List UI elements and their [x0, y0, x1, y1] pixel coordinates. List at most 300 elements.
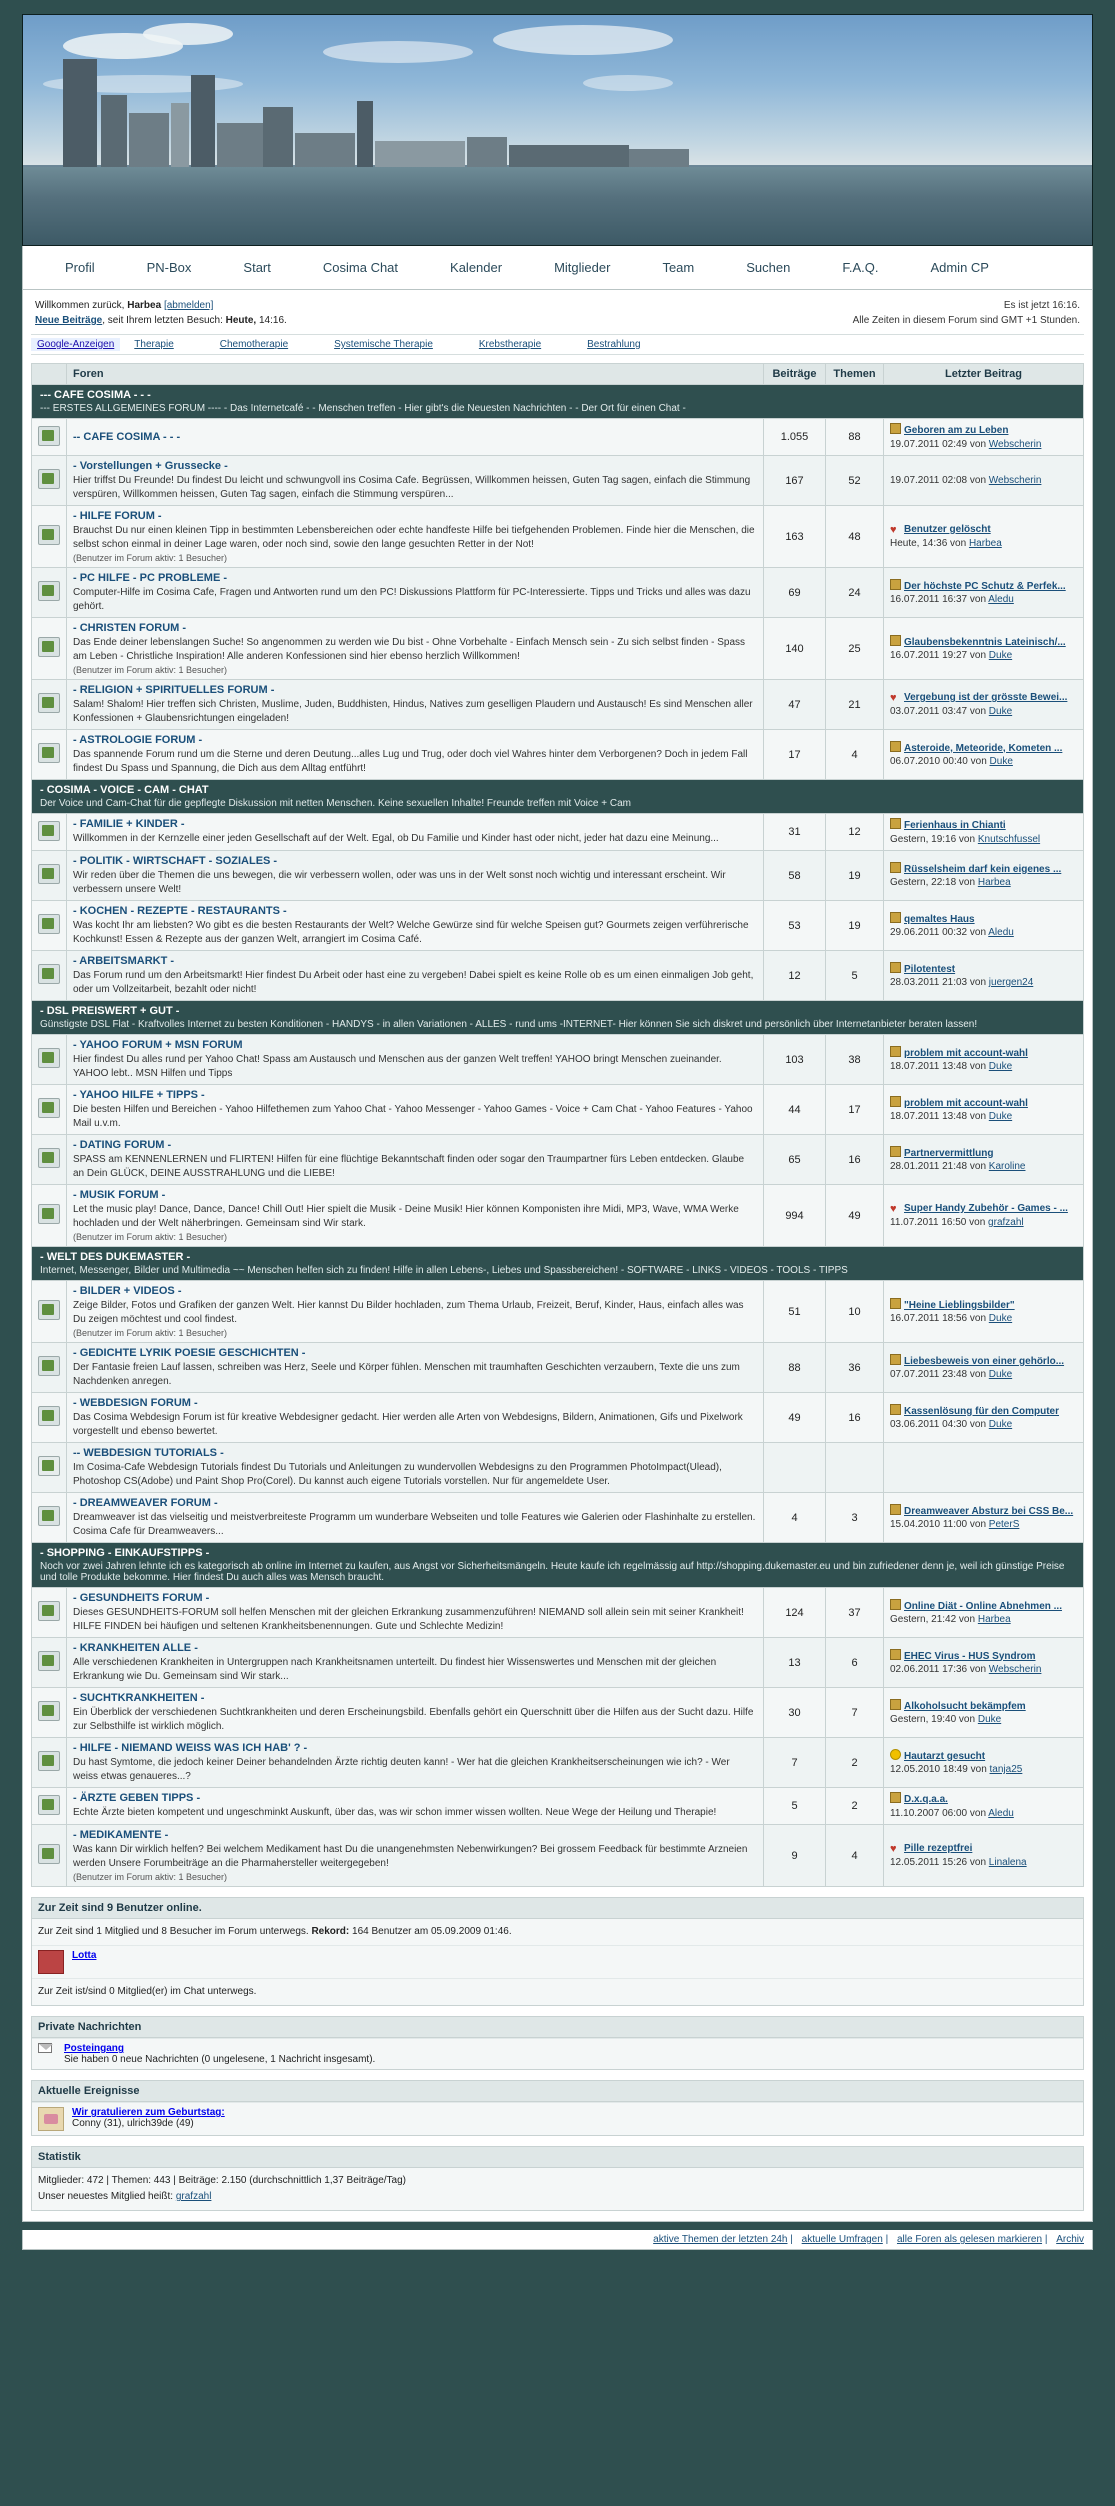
forum-title-link[interactable]: - HILFE FORUM - [73, 510, 162, 522]
forum-row[interactable] [32, 1588, 1084, 1638]
forum-last-post-cell [884, 814, 1084, 851]
skyline-tower [63, 59, 97, 167]
book-icon [890, 1599, 901, 1610]
last-post-author-link[interactable]: grafzahl [988, 1216, 1024, 1228]
footer-link-polls[interactable]: aktuelle Umfragen [801, 2234, 883, 2245]
main-content [22, 290, 1093, 2222]
last-post-date: 19.07.2011 02:08 von [890, 474, 989, 486]
forum-row[interactable] [32, 1638, 1084, 1688]
footer-link-mark-read[interactable]: alle Foren als gelesen markieren [896, 2234, 1043, 2245]
forum-description: SPASS am KENNENLERNEN und FLIRTEN! Hilfen für eine flüchtige Bekanntschaft finden oder sogar den Traumpartner fürs Leben entdecken. Glaube an Dein GLÜCK, DEINE AUSSTRAHLUNG und die LIEBE! [73, 1154, 745, 1179]
last-post-title-link[interactable]: Dreamweaver Absturz bei CSS Be... [904, 1505, 1074, 1517]
forum-description: Was kann Dir wirklich helfen? Bei welchem Medikament hast Du die unangenehmsten Nebenwirkungen? Bei grossem Feedback für bestimmte Arzneien werden Unsere Forumbeiträge an die Pharmahersteller weitergegeben! [73, 1844, 748, 1869]
forum-status-icon-cell [32, 419, 67, 456]
last-post-title-link[interactable]: Alkoholsucht bekämpfem [904, 1700, 1026, 1712]
last-post-title-link[interactable]: Ferienhaus in Chianti [904, 820, 1006, 831]
last-post-author-link[interactable]: Webscherin [988, 438, 1042, 450]
forum-status-icon-cell [32, 568, 67, 618]
forum-post-count: 163 [764, 506, 826, 568]
last-post-title-link[interactable]: EHEC Virus - HUS Syndrom [904, 1650, 1036, 1662]
book-icon [890, 1504, 901, 1515]
forum-row[interactable] [32, 1281, 1084, 1343]
nav-item-cosima-chat[interactable]: Cosima Chat [322, 260, 399, 275]
last-post-date: Gestern, 19:16 von [890, 833, 978, 845]
forum-category-title[interactable]: - WELT DES DUKEMASTER - [40, 1251, 191, 1263]
forum-category-description: Günstigste DSL Flat - Kraftvolles Internet zu besten Konditionen - HANDYS - in allen Variationen - ALLES - rund ums -INTERNET- Hier können Sie sich diskret und persönlich über Internetanbieter beraten lassen! [40, 1019, 978, 1030]
skyline-building [129, 113, 169, 167]
forum-post-count: 30 [764, 1688, 826, 1738]
ad-link-krebstherapie[interactable]: Krebstherapie [478, 339, 542, 350]
forum-thread-count: 2 [826, 1788, 884, 1825]
forum-folder-icon [38, 426, 60, 446]
forum-thread-count: 19 [826, 901, 884, 951]
last-post-title-link[interactable]: Pille rezeptfrei [904, 1843, 973, 1854]
last-post-date: Gestern, 22:18 von [890, 877, 978, 888]
forum-status-icon-cell [32, 456, 67, 506]
forum-status-icon-cell [32, 1443, 67, 1493]
forum-last-post-cell [884, 568, 1084, 618]
forum-title-link[interactable]: - ARBEITSMARKT - [73, 955, 175, 967]
forum-status-icon-cell [32, 1738, 67, 1788]
last-post-date: Gestern, 21:42 von [890, 1614, 978, 1625]
forum-post-count: 140 [764, 618, 826, 680]
forum-description: Salam! Shalom! Hier treffen sich Christen, Muslime, Juden, Buddhisten, Hindus, Natives zum geselligen Plaudern und Austausch! Es sind Menschen aller Konfessionen + Glaubensrichtungen eingeladen! [73, 699, 753, 724]
last-post-date: Heute, 14:36 von [890, 537, 969, 549]
forum-title-link[interactable]: - YAHOO FORUM + MSN FORUM [73, 1039, 243, 1051]
forum-status-icon-cell [32, 730, 67, 780]
last-post-title-link[interactable]: Geboren am zu Leben [904, 425, 1009, 436]
forum-status-icon-cell [32, 1638, 67, 1688]
forum-thread-count: 4 [826, 730, 884, 780]
header-banner-image [22, 14, 1093, 246]
forum-category-description: Internet, Messenger, Bilder und Multimedia ~~ Menschen helfen sich zu finden! Hilfe in allen Lebens-, Liebes und Spassbereichen! - SOFTWARE - LINKS - VIDEOS - TOOLS - TIPPS [40, 1265, 848, 1276]
skyline-building [263, 107, 293, 167]
nav-item-faq[interactable]: F.A.Q. [842, 260, 879, 275]
forum-title-link[interactable]: - KRANKHEITEN ALLE - [73, 1642, 198, 1654]
forum-row[interactable] [32, 901, 1084, 951]
forum-row[interactable] [32, 1085, 1084, 1135]
forum-row[interactable] [32, 419, 1084, 456]
last-post-author-link[interactable]: Duke [988, 1313, 1013, 1324]
forum-description: Das spannende Forum rund um die Sterne und deren Deutung...alles Lug und Trug, oder doch viel Wahres hinter dem Verborgenen? Doch in jedem Fall findest Du Spass und Spannung, die Dich aus dem Alltag entführt! [73, 749, 748, 774]
book-icon [890, 635, 901, 646]
last-post-author-link[interactable]: tanja25 [989, 1764, 1023, 1775]
forum-info-cell [67, 1688, 764, 1738]
forum-category-title[interactable]: --- CAFE COSIMA - - - [40, 389, 151, 401]
last-post-title-link[interactable]: problem mit account-wahl [904, 1047, 1028, 1059]
nav-item-profil[interactable]: Profil [65, 260, 95, 275]
forum-folder-icon [38, 469, 60, 489]
forum-title-link[interactable]: - GEDICHTE LYRIK POESIE GESCHICHTEN - [73, 1347, 306, 1359]
last-post-title-link[interactable]: Online Diät - Online Abnehmen ... [904, 1600, 1062, 1612]
last-post-title-link[interactable]: Liebesbeweis von einer gehörlo... [904, 1355, 1065, 1367]
forum-row[interactable] [32, 814, 1084, 851]
forum-info-cell [67, 1638, 764, 1688]
last-post-author-link[interactable]: Harbea [977, 877, 1011, 888]
forum-title-link[interactable]: - MEDIKAMENTE - [73, 1829, 169, 1841]
forum-folder-icon [38, 1651, 60, 1671]
forum-row[interactable] [32, 680, 1084, 730]
cloud-shape [493, 25, 673, 55]
book-icon [890, 962, 901, 973]
forum-active-users: (Benutzer im Forum aktiv: 1 Besucher) [73, 1232, 228, 1242]
last-post-title-link[interactable]: Benutzer gelöscht [904, 524, 991, 535]
forum-description: Computer-Hilfe im Cosima Cafe, Fragen und Antworten rund um den PC! Diskussions Plattform für PC-Interessierte. Tipps und Tricks und alles was dazu gehört. [73, 587, 751, 612]
forum-row[interactable] [32, 618, 1084, 680]
last-post-date: 18.07.2011 13:48 von [890, 1061, 989, 1072]
last-post-author-link[interactable]: Duke [988, 1111, 1013, 1122]
header-last-post: Letzter Beitrag [884, 364, 1084, 385]
forum-last-post-cell [884, 419, 1084, 456]
forum-row[interactable] [32, 951, 1084, 1001]
last-post-title-link[interactable]: Partnervermittlung [904, 1147, 994, 1159]
forum-title-link[interactable]: - PC HILFE - PC PROBLEME - [73, 572, 227, 584]
last-post-title-link[interactable]: qemaltes Haus [904, 913, 975, 925]
forum-folder-icon [38, 1456, 60, 1476]
online-member-link[interactable]: Lotta [72, 1950, 97, 1961]
forum-description: Echte Ärzte bieten kompetent und ungeschminkt Auskunft, über das, was wir schon immer wissen wollten. Neue Wege der Heilung und Therapie! [73, 1807, 717, 1819]
forum-row[interactable] [32, 730, 1084, 780]
footer-link-active-topics[interactable]: aktive Themen der letzten 24h [653, 2234, 788, 2245]
skyline-building [467, 137, 507, 167]
forum-description: Das Cosima Webdesign Forum ist für kreative Webdesigner gedacht. Hier werden alle Arten von Webdesigns, Bildern, Animationen, Gifs und Pixelwork vorgestellt und ebenso bewertet. [73, 1412, 743, 1437]
forum-info-cell [67, 618, 764, 680]
forum-post-count: 51 [764, 1281, 826, 1343]
nav-item-suchen[interactable]: Suchen [746, 260, 791, 275]
header-forum: Foren [67, 364, 764, 385]
last-post-date: 12.05.2010 18:49 von [890, 1764, 990, 1775]
book-icon [890, 1649, 901, 1660]
forum-status-icon-cell [32, 1085, 67, 1135]
book-icon [890, 1699, 901, 1710]
forum-post-count: 994 [764, 1185, 826, 1247]
forum-row[interactable] [32, 568, 1084, 618]
pm-summary: Sie haben 0 neue Nachrichten (0 ungelesene, 1 Nachricht insgesamt). [64, 2054, 376, 2065]
last-post-author-link[interactable]: Duke [988, 1369, 1013, 1380]
skyline-building [217, 123, 263, 167]
stats-newest-label: Unser neuestes Mitglied heißt: [38, 2191, 176, 2202]
forum-category-description: --- ERSTES ALLGEMEINES FORUM ---- - Das Internetcafé - - Menschen treffen - Hier gibt's die Neuesten Nachrichten - - Der Ort für einen Chat - [40, 403, 686, 414]
forum-status-icon-cell [32, 1588, 67, 1638]
forum-description: Im Cosima-Cafe Webdesign Tutorials findest Du Tutorials und Anleitungen zu wundervollen Webdesigns zu den Programmen PhotoImpact(Ulead), Photoshop CS(Adobe) und Paint Shop Pro(Corel). Du kannst auch eigene Tutorials vorstellen. Nur für angemeldete User. [73, 1462, 722, 1487]
forum-row[interactable] [32, 1393, 1084, 1443]
last-post-date: Gestern, 19:40 von [890, 1714, 978, 1725]
heart-icon: ♥ [890, 524, 897, 536]
forum-info-cell [67, 419, 764, 456]
nav-item-kalender[interactable]: Kalender [450, 260, 503, 275]
forum-status-icon-cell [32, 1688, 67, 1738]
forum-description: Du hast Symtome, die jedoch keiner Deiner behandelnden Ärzte richtig deuten kann! - Wer hat die gleichen Krankheitserscheinungen wie ich? - Wer weiss etwas genaueres...? [73, 1757, 730, 1782]
forum-last-post-cell [884, 1281, 1084, 1343]
ad-link-bestrahlung[interactable]: Bestrahlung [587, 339, 641, 350]
forum-description: Hier triffst Du Freunde! Du findest Du leicht und schwungvoll ins Cosima Cafe. Begrüssen, Willkommen heissen, Guten Tag sagen, einfach die Stimmung verspüren, Willkommen heissen, Guten Tag sagen, einfach die Stimmung verspüren... [73, 475, 751, 500]
forum-row[interactable] [32, 1688, 1084, 1738]
forum-thread-count: 24 [826, 568, 884, 618]
forum-info-cell [67, 1443, 764, 1493]
forum-title-link[interactable]: - ASTROLOGIE FORUM - [73, 734, 203, 746]
last-post-title-link[interactable]: Der höchste PC Schutz & Perfek... [904, 580, 1066, 592]
last-post-date: 28.03.2011 21:03 von [890, 977, 989, 988]
forum-row[interactable] [32, 506, 1084, 568]
nav-item-team[interactable]: Team [662, 260, 695, 275]
forum-folder-icon [38, 1751, 60, 1771]
forum-last-post-cell [884, 1393, 1084, 1443]
last-post-author-link[interactable]: Duke [988, 1419, 1013, 1430]
forum-info-cell [67, 1035, 764, 1085]
forum-post-count: 12 [764, 951, 826, 1001]
forum-last-post-cell [884, 1443, 1084, 1493]
forum-row[interactable] [32, 1343, 1084, 1393]
forum-info-cell [67, 680, 764, 730]
last-post-title-link[interactable]: Glaubensbekenntnis Lateinisch/... [904, 636, 1066, 648]
last-post-date: 16.07.2011 19:27 von [890, 650, 989, 661]
forum-status-icon-cell [32, 1788, 67, 1825]
forum-description: Der Fantasie freien Lauf lassen, schreiben was Herz, Seele und Körper fühlen. Menschen mit traumhaften Geschichten verzaubern, Texte die uns zum Nachdenken anregen. [73, 1362, 740, 1387]
forum-info-cell [67, 568, 764, 618]
forum-title-link[interactable]: - Vorstellungen + Grussecke - [73, 460, 228, 472]
forum-table [31, 363, 1084, 1887]
ad-link-systemische-therapie[interactable]: Systemische Therapie [334, 339, 433, 350]
forum-thread-count: 4 [826, 1825, 884, 1887]
forum-active-users: (Benutzer im Forum aktiv: 1 Besucher) [73, 553, 228, 563]
forum-status-icon-cell [32, 1825, 67, 1887]
panel-stats-body [32, 2168, 1083, 2210]
forum-description: Dieses GESUNDHEITS-FORUM soll helfen Menschen mit der gleichen Erkrankung zusammenzuführen! NIEMAND soll allein sein mit seiner Krankheit! HILFE FINDEN bei häufigen und seltenen Krankheitsbenennungen. Gute und Schlechte Medizin! [73, 1607, 744, 1632]
last-post-author-link[interactable]: Duke [988, 650, 1013, 661]
forum-category-title[interactable]: - SHOPPING - EINKAUFSTIPPS - [40, 1547, 210, 1559]
last-post-author-link[interactable]: Harbea [977, 1614, 1011, 1625]
forum-row[interactable] [32, 456, 1084, 506]
forum-title-link[interactable]: - DATING FORUM - [73, 1139, 172, 1151]
book-icon [890, 1354, 901, 1365]
forum-info-cell [67, 951, 764, 1001]
forum-category-row [32, 385, 1084, 419]
nav-item-start[interactable]: Start [243, 260, 271, 275]
last-post-author-link[interactable]: Duke [977, 1714, 1002, 1725]
forum-folder-icon [38, 1795, 60, 1815]
last-post-author-link[interactable]: Knutschfussel [977, 833, 1041, 845]
forum-row[interactable] [32, 851, 1084, 901]
welcome-bar [31, 296, 1084, 330]
forum-title-link[interactable]: - MUSIK FORUM - [73, 1189, 166, 1201]
forum-title-link[interactable]: - WEBDESIGN FORUM - [73, 1397, 198, 1409]
forum-thread-count: 10 [826, 1281, 884, 1343]
forum-description: Das Forum rund um den Arbeitsmarkt! Hier findest Du Arbeit oder hast eine zu vergeben! Dabei spielt es keine Rolle ob es um einen einmaligen Job geht, oder um Vollzeitarbeit, bezahlt oder nicht! [73, 970, 754, 995]
forum-folder-icon [38, 914, 60, 934]
last-post-title-link[interactable]: problem mit account-wahl [904, 1097, 1028, 1109]
forum-active-users: (Benutzer im Forum aktiv: 1 Besucher) [73, 1872, 228, 1882]
forum-row[interactable] [32, 1135, 1084, 1185]
forum-title-link[interactable]: -- WEBDESIGN TUTORIALS - [73, 1447, 224, 1459]
banner-wrapper [0, 0, 1115, 246]
last-visit-day: Heute, [225, 315, 259, 326]
last-post-title-link[interactable]: Asteroide, Meteoride, Kometen ... [904, 742, 1063, 754]
forum-status-icon-cell [32, 951, 67, 1001]
forum-folder-icon [38, 864, 60, 884]
welcome-greeting: Willkommen zurück, [35, 300, 128, 311]
cloud-shape [583, 75, 673, 91]
forum-folder-icon [38, 693, 60, 713]
forum-title-link[interactable]: - BILDER + VIDEOS - [73, 1285, 182, 1297]
forum-last-post-cell [884, 1638, 1084, 1688]
last-post-title-link[interactable]: Hautarzt gesucht [904, 1750, 986, 1762]
ad-link-chemotherapie[interactable]: Chemotherapie [219, 339, 289, 350]
forum-category-title[interactable]: - DSL PREISWERT + GUT - [40, 1005, 180, 1017]
birthday-title[interactable]: Wir gratulieren zum Geburtstag: [72, 2107, 225, 2118]
skyline-building [509, 145, 629, 167]
pm-inbox-link[interactable]: Posteingang [64, 2043, 125, 2054]
forum-status-icon-cell [32, 814, 67, 851]
forum-post-count: 47 [764, 680, 826, 730]
forum-row[interactable] [32, 1443, 1084, 1493]
forum-info-cell [67, 1085, 764, 1135]
forum-folder-icon [38, 1406, 60, 1426]
forum-description: Ein Überblick der verschiedenen Suchtkrankheiten und deren Erscheinungsbild. Ebenfalls gehört ein Querschnitt über die Hilfen aus der Sucht dazu. Hilfe zur Selbsthilfe ist wirklich möglich. [73, 1707, 754, 1732]
last-post-date: 19.07.2011 02:49 von [890, 438, 989, 450]
last-post-author-link[interactable]: Webscherin [988, 1664, 1042, 1675]
forum-title-link[interactable]: - GESUNDHEITS FORUM - [73, 1592, 210, 1604]
stats-newest-member[interactable]: grafzahl [175, 2191, 212, 2202]
panel-users-online [31, 1897, 1084, 2006]
last-post-author-link[interactable]: Webscherin [988, 474, 1042, 486]
last-post-title-link[interactable]: Rüsselsheim darf kein eigenes ... [904, 863, 1062, 875]
header-threads: Themen [826, 364, 884, 385]
forum-row[interactable] [32, 1493, 1084, 1543]
forum-folder-icon [38, 964, 60, 984]
forum-last-post-cell [884, 1688, 1084, 1738]
forum-row[interactable] [32, 1825, 1084, 1887]
forum-post-count: 49 [764, 1393, 826, 1443]
forum-last-post-cell [884, 1135, 1084, 1185]
forum-category-row [32, 1001, 1084, 1035]
forum-post-count: 69 [764, 568, 826, 618]
google-ads-label[interactable]: Google-Anzeigen [31, 338, 120, 351]
forum-folder-icon [38, 637, 60, 657]
forum-last-post-cell [884, 1343, 1084, 1393]
skyline-building [101, 95, 127, 167]
forum-row[interactable] [32, 1185, 1084, 1247]
forum-folder-icon [38, 1098, 60, 1118]
last-post-title-link[interactable]: D.x.q.a.a. [904, 1794, 948, 1805]
forum-title-link[interactable]: - CHRISTEN FORUM - [73, 622, 187, 634]
last-post-author-link[interactable]: Aledu [988, 1807, 1014, 1819]
book-icon [890, 818, 901, 829]
forum-post-count: 7 [764, 1738, 826, 1788]
forum-row[interactable] [32, 1788, 1084, 1825]
last-post-date: 03.07.2011 03:47 von [890, 705, 989, 717]
forum-description: Wir reden über die Themen die uns bewegen, die wir verbessern wollen, oder was uns in der Welt sonst noch wichtig und interessant erscheint. Wir verbessern unsere Welt! [73, 870, 726, 895]
last-post-author-link[interactable]: Duke [988, 705, 1013, 717]
record-value: 164 Benutzer am 05.09.2009 01:46. [349, 1926, 512, 1937]
forum-folder-icon [38, 525, 60, 545]
header-icon-cell [32, 364, 67, 385]
forum-status-icon-cell [32, 1035, 67, 1085]
forum-post-count [764, 1443, 826, 1493]
last-post-title-link[interactable]: Super Handy Zubehör - Games - ... [904, 1203, 1068, 1214]
forum-last-post-cell [884, 1035, 1084, 1085]
last-post-author-link[interactable]: juergen24 [988, 977, 1034, 988]
last-post-author-link[interactable]: Harbea [968, 537, 1002, 549]
forum-title-link[interactable]: - ÄRZTE GEBEN TIPPS - [73, 1792, 201, 1805]
forum-category-title[interactable]: - COSIMA - VOICE - CAM - CHAT [40, 784, 209, 796]
forum-row[interactable] [32, 1035, 1084, 1085]
forum-post-count: 88 [764, 1343, 826, 1393]
forum-active-users: (Benutzer im Forum aktiv: 1 Besucher) [73, 665, 228, 675]
last-post-author-link[interactable]: Aledu [988, 927, 1014, 938]
new-posts-link[interactable]: Neue Beiträge [35, 315, 103, 326]
online-member-row [32, 1945, 1083, 1978]
forum-title-link[interactable]: -- CAFE COSIMA - - - [73, 431, 181, 443]
nav-item-admin-cp[interactable]: Admin CP [930, 260, 989, 275]
last-post-author-link[interactable]: Linalena [988, 1856, 1027, 1868]
last-post-date: 29.06.2011 00:32 von [890, 927, 989, 938]
forum-title-link[interactable]: - DREAMWEAVER FORUM - [73, 1497, 218, 1509]
forum-thread-count: 88 [826, 419, 884, 456]
forum-description: Was kocht Ihr am liebsten? Wo gibt es die besten Restaurants der Welt? Welche Gewürze sind für welche Speisen gut? Gourmets zeigen verführerische Kochkunst! Essen & Rezepte aus der ganzen Welt, arrangiert im Cosima Café. [73, 920, 749, 945]
forum-table-header [32, 364, 1084, 385]
last-post-date: 16.07.2011 16:37 von [890, 594, 989, 605]
book-icon [890, 1298, 901, 1309]
nav-item-mitglieder[interactable]: Mitglieder [554, 260, 611, 275]
forum-title-link[interactable]: - FAMILIE + KINDER - [73, 818, 185, 831]
forum-folder-icon [38, 1148, 60, 1168]
forum-thread-count: 48 [826, 506, 884, 568]
forum-last-post-cell [884, 730, 1084, 780]
forum-post-count: 31 [764, 814, 826, 851]
last-post-title-link[interactable]: "Heine Lieblingsbilder" [904, 1299, 1015, 1311]
forum-status-icon-cell [32, 506, 67, 568]
last-post-date: 11.07.2011 16:50 von [890, 1216, 989, 1228]
forum-title-link[interactable]: - RELIGION + SPIRITUELLES FORUM - [73, 684, 275, 696]
skyline-building [375, 141, 465, 167]
forum-description: Willkommen in der Kernzelle einer jeden Gesellschaft auf der Welt. Egal, ob Du Familie und Kinder hast oder nicht, jeder hat dazu eine Meinung... [73, 833, 719, 845]
last-post-title-link[interactable]: Kassenlösung für den Computer [904, 1405, 1060, 1417]
nav-wrapper [0, 246, 1115, 290]
last-post-date: 28.01.2011 21:48 von [890, 1161, 989, 1172]
last-post-title-link[interactable]: Vergebung ist der grösste Bewei... [904, 692, 1068, 703]
forum-thread-count: 17 [826, 1085, 884, 1135]
last-post-author-link[interactable]: PeterS [988, 1519, 1020, 1530]
forum-title-link[interactable]: - POLITIK - WIRTSCHAFT - SOZIALES - [73, 855, 278, 867]
forum-post-count: 4 [764, 1493, 826, 1543]
forum-title-link[interactable]: - YAHOO HILFE + TIPPS - [73, 1089, 205, 1101]
forum-category-row [32, 780, 1084, 814]
logout-link[interactable]: [abmelden] [163, 300, 214, 311]
nav-item-pn-box[interactable]: PN-Box [146, 260, 192, 275]
last-post-author-link[interactable]: Duke [989, 756, 1013, 767]
river-water [23, 167, 1092, 245]
last-post-author-link[interactable]: Duke [988, 1061, 1013, 1072]
last-post-author-link[interactable]: Karoline [988, 1161, 1026, 1172]
forum-folder-icon [38, 1601, 60, 1621]
last-visit-text: , seit Ihrem letzten Besuch: [102, 315, 226, 326]
main-wrapper [0, 290, 1115, 2222]
forum-title-link[interactable]: - SUCHTKRANKHEITEN - [73, 1692, 205, 1704]
ad-link-therapie[interactable]: Therapie [134, 339, 174, 350]
footer-link-archive[interactable]: Archiv [1056, 2234, 1084, 2245]
forum-info-cell [67, 1185, 764, 1247]
forum-folder-icon [38, 1844, 60, 1864]
forum-thread-count: 21 [826, 680, 884, 730]
last-post-title-link[interactable]: Pilotentest [904, 963, 956, 975]
forum-title-link[interactable]: - KOCHEN - REZEPTE - RESTAURANTS - [73, 905, 287, 917]
skyline-building [629, 149, 689, 167]
last-post-author-link[interactable]: Aledu [988, 594, 1014, 605]
forum-row[interactable] [32, 1738, 1084, 1788]
forum-thread-count: 19 [826, 851, 884, 901]
forum-last-post-cell [884, 680, 1084, 730]
forum-title-link[interactable]: - HILFE - NIEMAND WEISS WAS ICH HAB' ? - [73, 1742, 308, 1754]
